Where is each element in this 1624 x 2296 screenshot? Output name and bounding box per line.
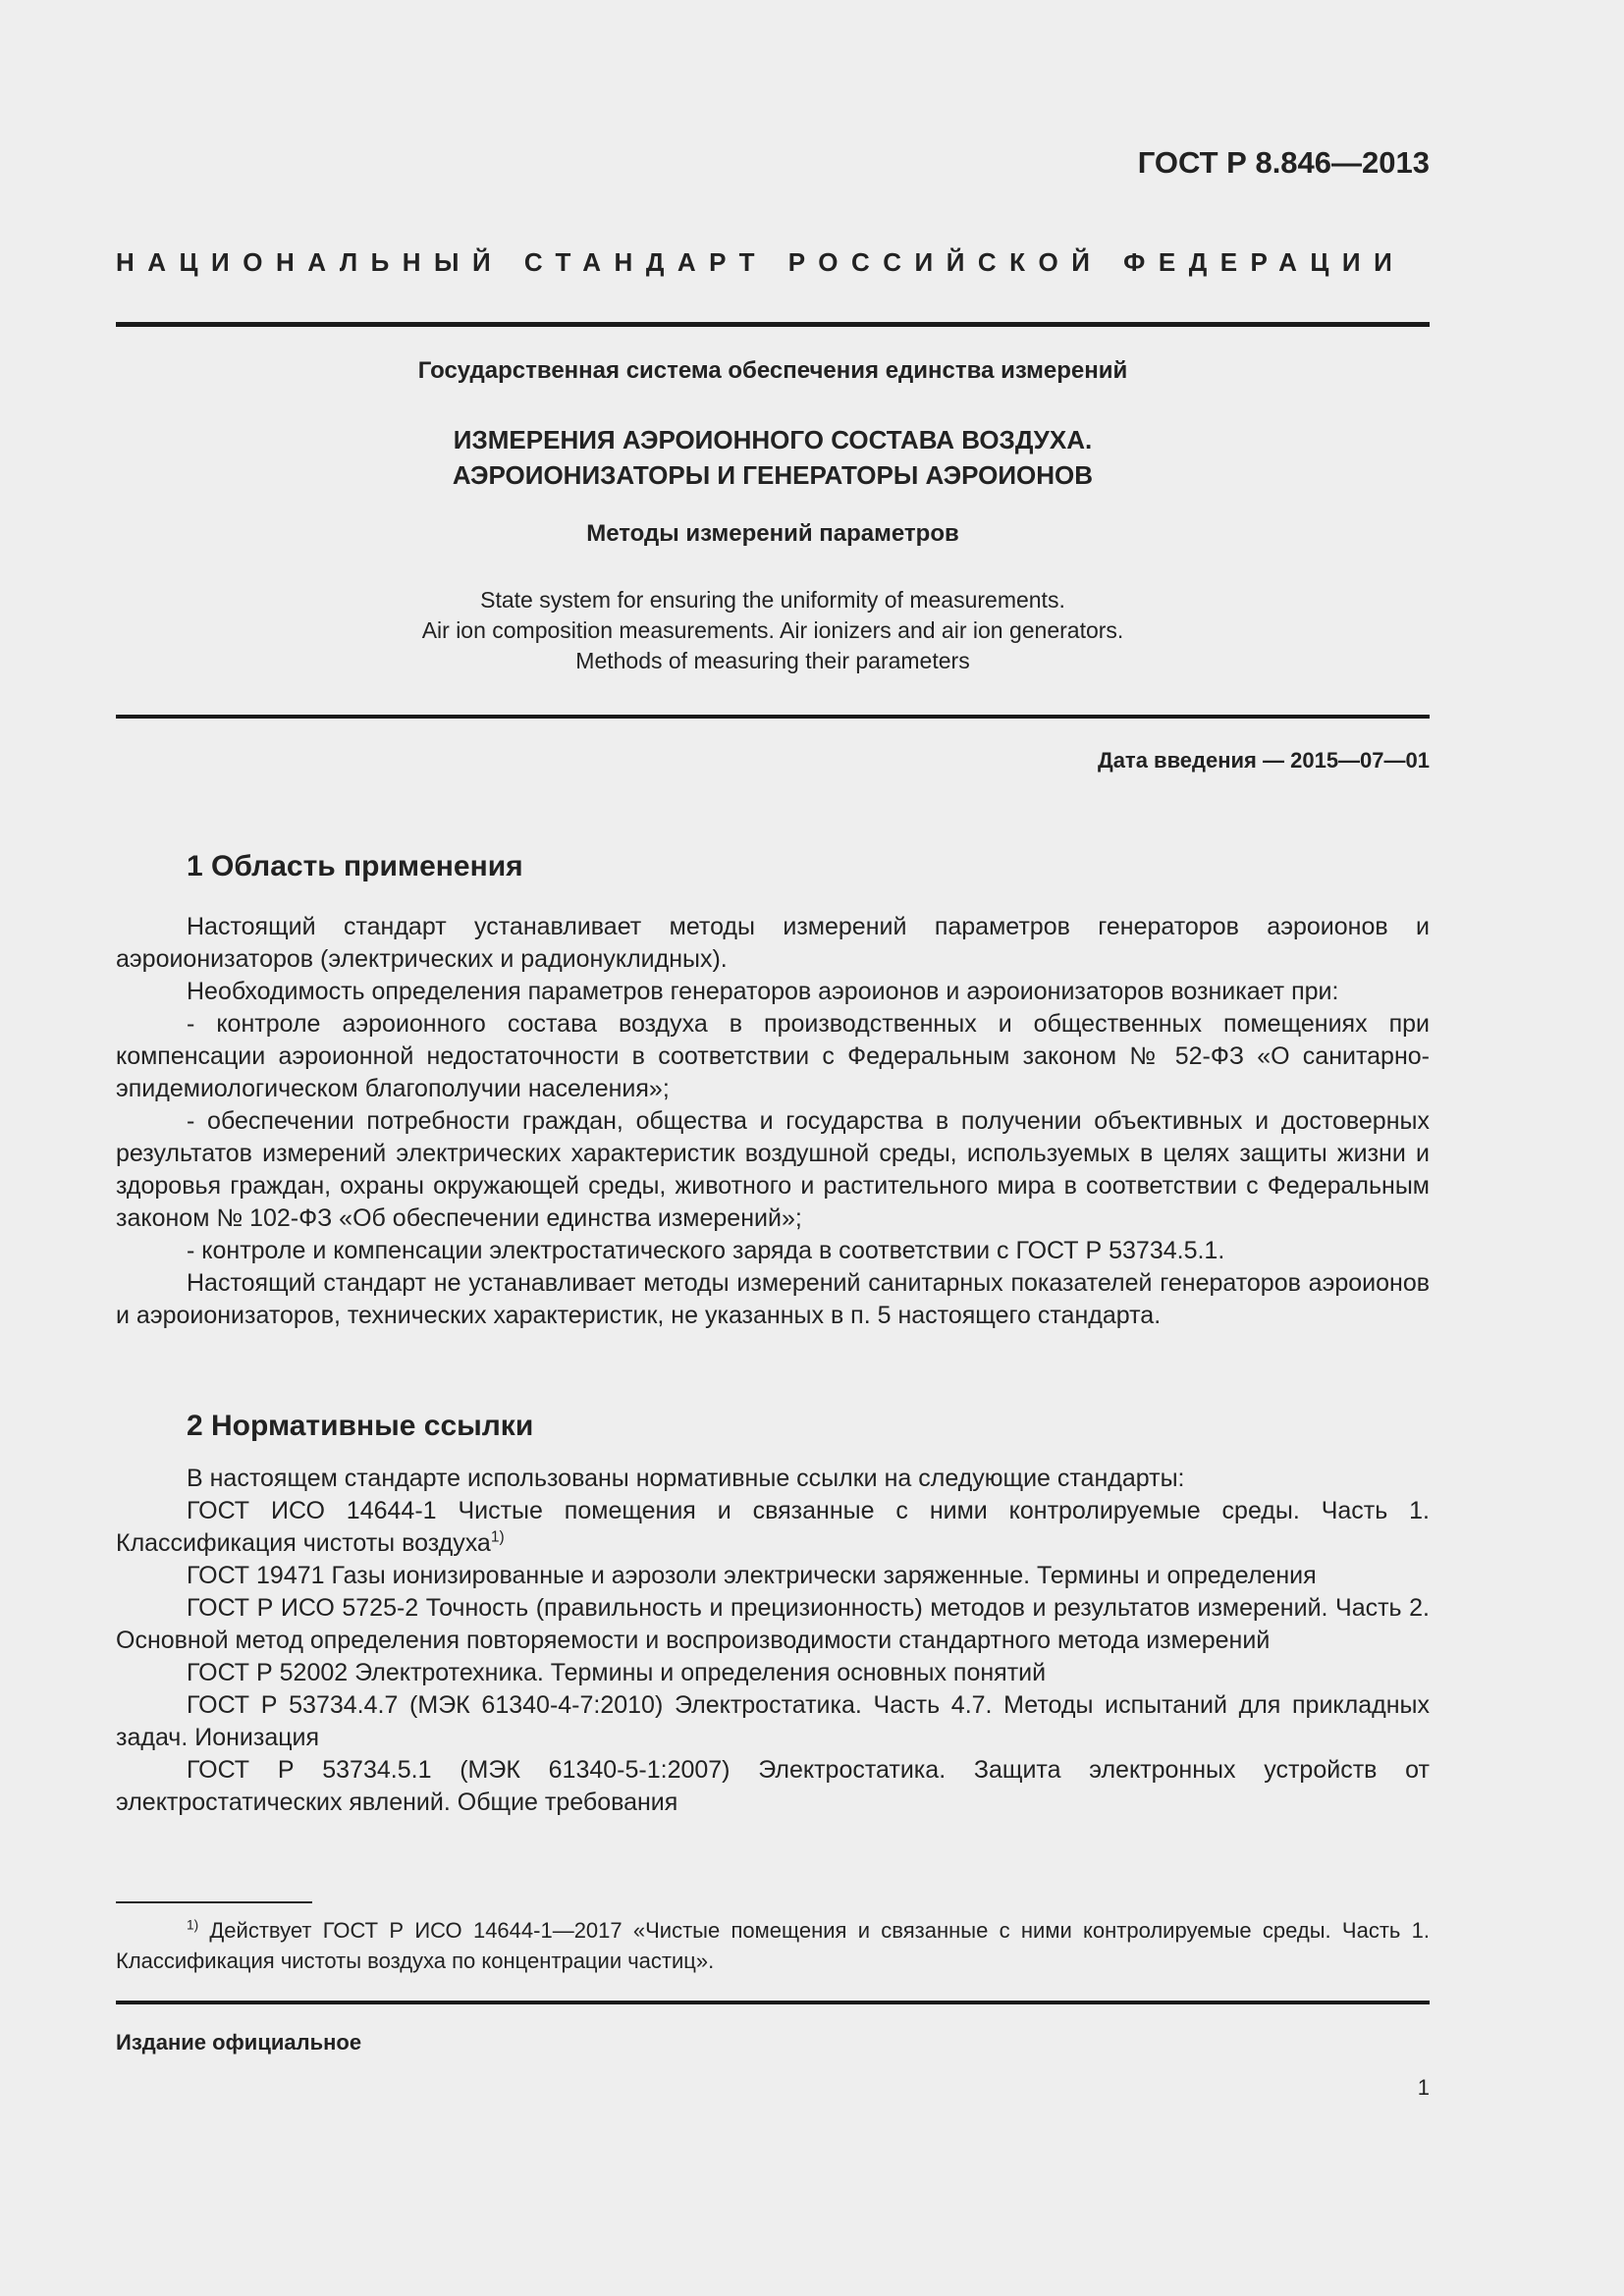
system-title: Государственная система обеспечения единства измерений — [417, 357, 1128, 384]
section-1-heading: 1 Область применения — [187, 850, 523, 882]
national-standard-title: НАЦИОНАЛЬНЫЙ СТАНДАРТ РОССИЙСКОЙ ФЕДЕРАЦИИ — [116, 247, 1406, 277]
english-title-line-3: Methods of measuring their parameters — [575, 648, 970, 673]
footnote-separator — [116, 1901, 312, 1903]
reference-item: ГОСТ Р 52002 Электротехника. Термины и определения основных понятий — [187, 1659, 1047, 1686]
reference-item: ГОСТ Р 53734.4.7 (МЭК 61340-4-7:2010) Электростатика. Часть 4.7. Методы испытаний для прикладных задач. Ионизация — [116, 1691, 1430, 1751]
main-title — [116, 422, 1430, 493]
page-number: 1 — [1417, 2075, 1430, 2100]
footnote-ref[interactable]: 1) — [490, 1528, 505, 1546]
list-item: - контроле и компенсации электростатического заряда в соответствии с ГОСТ Р 53734.5.1. — [187, 1237, 1225, 1264]
footnote-marker: 1) — [187, 1917, 199, 1933]
main-title-line-1: ИЗМЕРЕНИЯ АЭРОИОННОГО СОСТАВА ВОЗДУХА. — [453, 425, 1093, 454]
reference-text: ГОСТ ИСО 14644-1 Чистые помещения и связанные с ними контролируемые среды. Часть 1. Классификация чистоты воздуха — [116, 1497, 1430, 1557]
main-title-line-2: АЭРОИОНИЗАТОРЫ И ГЕНЕРАТОРЫ АЭРОИОНОВ — [452, 460, 1094, 490]
doc-number: ГОСТ Р 8.846—2013 — [1137, 145, 1430, 180]
subtitle: Методы измерений параметров — [586, 520, 959, 547]
english-title-line-1: State system for ensuring the uniformity of measurements. — [480, 587, 1065, 613]
paragraph: В настоящем стандарте использованы нормативные ссылки на следующие стандарты: — [187, 1465, 1185, 1492]
list-item: - контроле аэроионного состава воздуха в производственных и общественных помещениях при компенсации аэроионной недостаточности в соответствии с Федеральным законом № 52-ФЗ «О санитарно-эпидемиологическом благополучии населения»; — [116, 1010, 1430, 1102]
title-bottom-rule — [116, 715, 1430, 719]
paragraph: Необходимость определения параметров генераторов аэроионов и аэроионизаторов возникает при: — [187, 978, 1339, 1005]
paragraph: Настоящий стандарт не устанавливает методы измерений санитарных показателей генераторов аэроионов и аэроионизаторов, технических характеристик, не указанных в п. 5 настоящего стандарта. — [116, 1269, 1430, 1329]
reference-item — [116, 1495, 1430, 1560]
footnote-text: Действует ГОСТ Р ИСО 14644-1—2017 «Чистые помещения и связанные с ними контролируемые среды. Часть 1. Классификация чистоты воздуха по концентрации частиц». — [116, 1918, 1430, 1973]
edition-label: Издание официальное — [116, 2030, 362, 2055]
reference-item: ГОСТ Р ИСО 5725-2 Точность (правильность и прецизионность) методов и результатов измерений. Часть 2. Основной метод определения повторяемости и воспроизводимости стандартного метода измерений — [116, 1594, 1430, 1654]
section-2-heading: 2 Нормативные ссылки — [187, 1410, 534, 1442]
section-1-body — [116, 911, 1430, 1332]
document-page — [116, 0, 1430, 2296]
reference-item: ГОСТ Р 53734.5.1 (МЭК 61340-5-1:2007) Электростатика. Защита электронных устройств от электростатических явлений. Общие требования — [116, 1756, 1430, 1816]
english-title-line-2: Air ion composition measurements. Air ionizers and air ion generators. — [421, 617, 1124, 643]
footnote — [116, 1915, 1430, 1976]
english-title — [116, 585, 1430, 676]
section-2-body — [116, 1463, 1430, 1819]
top-rule — [116, 322, 1430, 327]
list-item: - обеспечении потребности граждан, общества и государства в получении объективных и достоверных результатов измерений электрических характеристик воздушной среды, используемых в целях защиты жизни и здоровья граждан, охраны окружающей среды, животного и растительного мира в соответствии с Федеральным законом № 102-ФЗ «Об обеспечении единства измерений»; — [116, 1107, 1430, 1232]
reference-item: ГОСТ 19471 Газы ионизированные и аэрозоли электрически заряженные. Термины и определения — [187, 1562, 1317, 1589]
paragraph: Настоящий стандарт устанавливает методы измерений параметров генераторов аэроионов и аэроионизаторов (электрических и радионуклидных). — [116, 913, 1430, 973]
introduction-date: Дата введения — 2015—07—01 — [1098, 748, 1430, 773]
footer-rule — [116, 2001, 1430, 2004]
